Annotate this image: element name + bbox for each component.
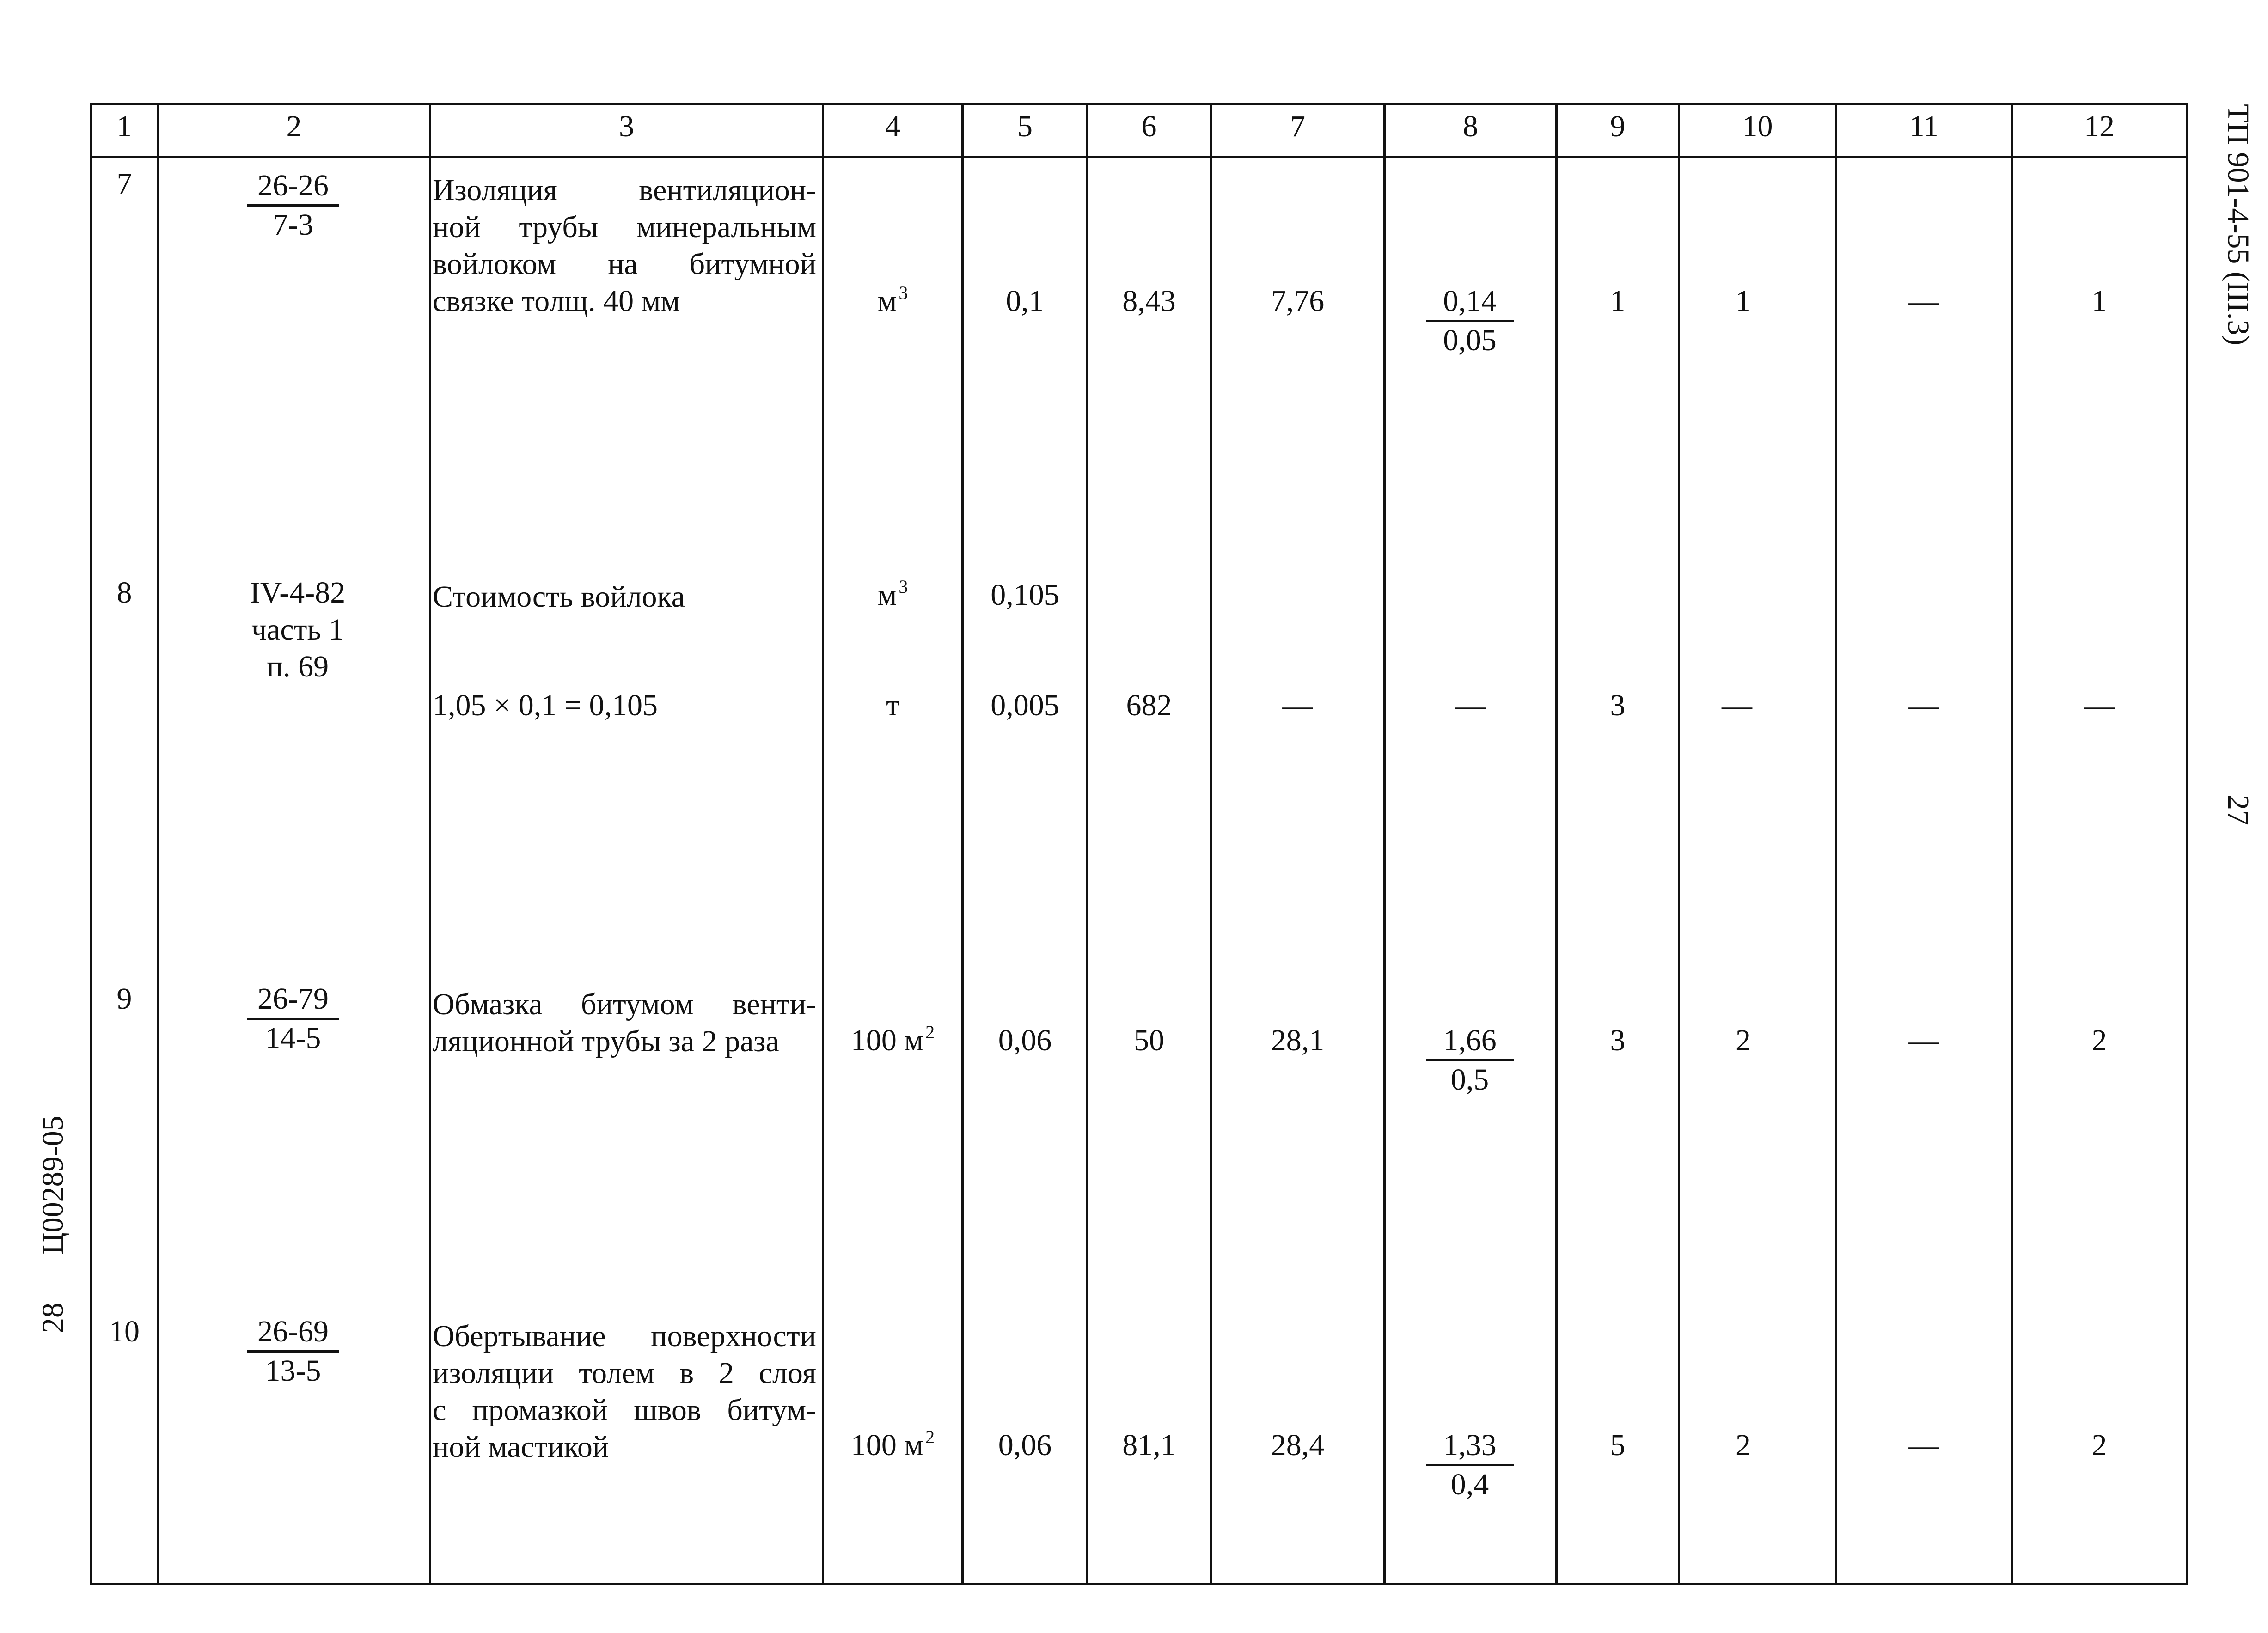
col-border-8 (1555, 103, 1558, 1585)
col8-denominator: 0,5 (1450, 1063, 1489, 1097)
header-cell-3: 3 (619, 110, 634, 143)
unit-cell: т (886, 689, 899, 722)
col-border-11 (2011, 103, 2013, 1585)
col8-denominator: 0,4 (1450, 1468, 1489, 1501)
page-number-left: 28 (36, 1303, 70, 1333)
unit-cell (824, 577, 961, 617)
description-line: Обмазка битумом венти- (433, 987, 816, 1021)
col8-fraction (1426, 1427, 1514, 1503)
norm-code-numerator: 26-79 (247, 981, 339, 1020)
row-number: 7 (116, 167, 132, 201)
unit-superscript: 2 (925, 1426, 935, 1447)
norm-code-denominator: 13-5 (265, 1354, 321, 1388)
col-border-0 (90, 103, 92, 1585)
header-cell-6: 6 (1141, 110, 1157, 143)
col10-value: 1 (1736, 284, 1751, 318)
norm-code-numerator: 26-26 (247, 167, 339, 207)
unit-text: 100 м (850, 1024, 924, 1057)
norm-code-fraction (247, 981, 339, 1057)
header-cell-10: 10 (1742, 110, 1773, 143)
col6-value: 682 (1126, 689, 1172, 722)
col10-value: 2 (1736, 1428, 1751, 1462)
quantity-cell: 0,105 (990, 578, 1059, 612)
unit-text: м (877, 578, 897, 612)
col12-value: 1 (2091, 284, 2107, 318)
description-line: ной мастикой (433, 1430, 609, 1464)
col6-value: 81,1 (1122, 1428, 1176, 1462)
col-border-9 (1678, 103, 1680, 1585)
row-number: 10 (109, 1315, 140, 1348)
col8-numerator: 1,33 (1426, 1427, 1514, 1466)
page-number-right: 27 (2221, 795, 2255, 825)
unit-text: 100 м (850, 1428, 924, 1462)
col10-value: — (1722, 689, 1752, 722)
col11-value: — (1908, 284, 1939, 318)
norm-code-fraction (247, 167, 339, 244)
work-description (433, 172, 816, 320)
col8-denominator: 0,05 (1443, 323, 1497, 357)
col-border-6 (1210, 103, 1212, 1585)
unit-cell (824, 1022, 961, 1063)
unit-text: м (877, 284, 897, 318)
col-border-5 (1086, 103, 1088, 1585)
norm-code-denominator: 14-5 (265, 1021, 321, 1055)
col7-value: 28,1 (1271, 1024, 1325, 1057)
col8-fraction (1426, 283, 1514, 359)
unit-cell (824, 283, 961, 323)
col8-fraction (1426, 1022, 1514, 1098)
description-line: ной трубы минеральным (433, 210, 816, 244)
col12-value: 2 (2091, 1428, 2107, 1462)
col-border-3 (822, 103, 824, 1585)
unit-superscript: 3 (899, 282, 908, 303)
calculation-text: 1,05 × 0,1 = 0,105 (433, 689, 658, 722)
row-number: 9 (116, 982, 132, 1016)
header-cell-12: 12 (2084, 110, 2115, 143)
description-line: Обертывание поверхности (433, 1319, 816, 1353)
unit-superscript: 2 (925, 1022, 935, 1042)
header-cell-1: 1 (116, 110, 132, 143)
col11-value: — (1908, 1428, 1939, 1462)
col8-numerator: 0,14 (1426, 283, 1514, 322)
header-cell-8: 8 (1463, 110, 1478, 143)
quantity-cell: 0,06 (998, 1428, 1052, 1462)
header-bottom-border (90, 156, 2188, 158)
unit-cell (824, 1427, 961, 1468)
col12-value: — (2084, 689, 2115, 722)
description-line: ляционной трубы за 2 раза (433, 1024, 779, 1058)
header-cell-7: 7 (1290, 110, 1305, 143)
row-number: 8 (116, 576, 132, 609)
description-line: войлоком на битумной (433, 247, 816, 281)
col-border-4 (961, 103, 964, 1585)
norm-code-line: IV-4-82 (250, 576, 346, 609)
header-cell-11: 11 (1909, 110, 1939, 143)
description-line: с промазкой швов битум- (433, 1393, 816, 1427)
col-border-7 (1383, 103, 1386, 1585)
col8-numerator: 1,66 (1426, 1022, 1514, 1061)
header-cell-2: 2 (286, 110, 302, 143)
header-cell-4: 4 (885, 110, 900, 143)
table-bottom-border (90, 1583, 2188, 1585)
work-description: Стоимость войлока (433, 580, 685, 614)
col11-value: — (1908, 1024, 1939, 1057)
col7-value: — (1282, 689, 1313, 722)
col7-value: 28,4 (1271, 1428, 1325, 1462)
col9-value: 3 (1610, 689, 1626, 722)
col7-value: 7,76 (1271, 284, 1325, 318)
work-description (433, 1318, 816, 1466)
norm-code-denominator: 7-3 (273, 208, 313, 242)
norm-code-fraction (247, 1313, 339, 1389)
work-description (433, 986, 816, 1060)
col-border-1 (157, 103, 159, 1585)
norm-code-line: часть 1 (251, 613, 344, 646)
description-line: изоляции толем в 2 слоя (433, 1356, 816, 1390)
quantity-cell: 0,005 (990, 689, 1059, 722)
col8-value: — (1455, 689, 1486, 722)
quantity-cell: 0,1 (1006, 284, 1044, 318)
col9-value: 5 (1610, 1428, 1626, 1462)
header-cell-9: 9 (1610, 110, 1626, 143)
quantity-cell: 0,06 (998, 1024, 1052, 1057)
description-line: связке толщ. 40 мм (433, 284, 680, 318)
col6-value: 50 (1134, 1024, 1164, 1057)
col9-value: 1 (1610, 284, 1626, 318)
col-border-10 (1835, 103, 1837, 1585)
col10-value: 2 (1736, 1024, 1751, 1057)
document-code-label: ТП 901-4-55 (III.3) (2221, 104, 2255, 346)
header-cell-5: 5 (1017, 110, 1033, 143)
norm-code-line: п. 69 (266, 650, 329, 683)
col11-value: — (1908, 689, 1939, 722)
col9-value: 3 (1610, 1024, 1626, 1057)
col-border-12 (2186, 103, 2188, 1585)
col12-value: 2 (2091, 1024, 2107, 1057)
archive-code-label: Ц00289-05 (36, 1115, 70, 1255)
description-line: Изоляция вентиляцион- (433, 173, 816, 207)
table-top-border (90, 103, 2188, 105)
col-border-2 (429, 103, 431, 1585)
norm-code-numerator: 26-69 (247, 1313, 339, 1353)
col6-value: 8,43 (1122, 284, 1176, 318)
unit-superscript: 3 (899, 576, 908, 597)
